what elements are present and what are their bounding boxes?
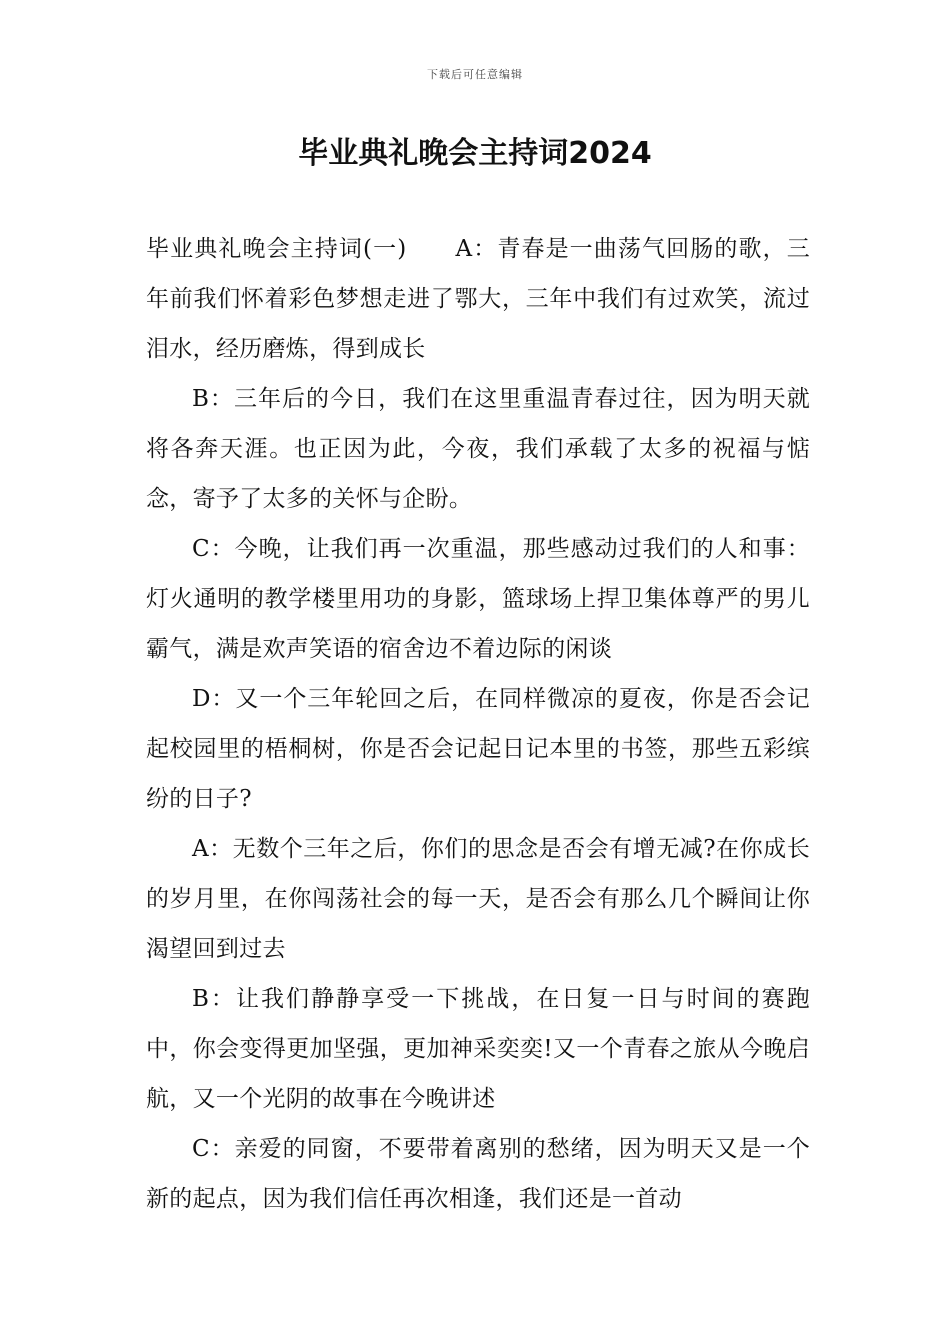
paragraph-c-2: C：亲爱的同窗，不要带着离别的愁绪，因为明天又是一个新的起点，因为我们信任再次相逢，我们还是一首动	[146, 1136, 810, 1212]
header-note: 下载后可任意编辑	[427, 68, 523, 81]
paragraph-c-1: C：今晚，让我们再一次重温，那些感动过我们的人和事：灯火通明的教学楼里用功的身影，篮球场上捍卫集体尊严的男儿霸气，满是欢声笑语的宿舍边不着边际的闲谈	[146, 536, 810, 662]
document-title: 毕业典礼晚会主持词2024	[298, 136, 652, 171]
paragraph-b-2: B：让我们静静享受一下挑战，在日复一日与时间的赛跑中，你会变得更加坚强，更加神采奕奕!又一个青春之旅从今晚启航，又一个光阴的故事在今晚讲述	[146, 986, 810, 1112]
paragraph-intro-a: 毕业典礼晚会主持词(一) A：青春是一曲荡气回肠的歌，三年前我们怀着彩色梦想走进了鄂大，三年中我们有过欢笑，流过泪水，经历磨炼，得到成长	[146, 236, 810, 362]
paragraph-b-1: B：三年后的今日，我们在这里重温青春过往，因为明天就将各奔天涯。也正因为此，今夜，我们承载了太多的祝福与惦念，寄予了太多的关怀与企盼。	[146, 386, 810, 512]
document-body	[146, 224, 810, 1224]
paragraph-d-1: D：又一个三年轮回之后，在同样微凉的夏夜，你是否会记起校园里的梧桐树，你是否会记起日记本里的书签，那些五彩缤纷的日子?	[146, 686, 810, 812]
paragraph-a-2: A：无数个三年之后，你们的思念是否会有增无减?在你成长的岁月里，在你闯荡社会的每一天，是否会有那么几个瞬间让你渴望回到过去	[146, 836, 810, 962]
